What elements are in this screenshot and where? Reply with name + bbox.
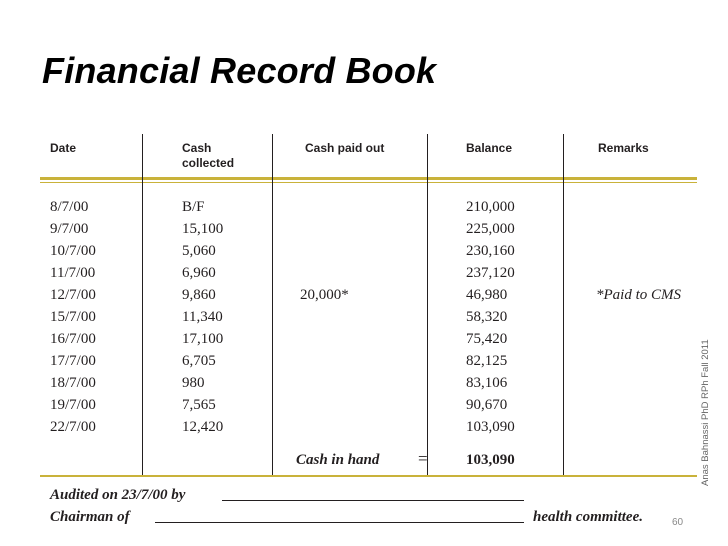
audited-on-label: Audited on 23/7/00 by [50, 487, 186, 503]
cell-balance: 210,000 [466, 199, 515, 215]
equals-sign: = [418, 449, 428, 468]
cell-balance: 237,120 [466, 265, 515, 281]
header-cash-collected: Cash collected [182, 141, 235, 170]
page-number: 60 [672, 517, 684, 528]
page-title: Financial Record Book [42, 50, 437, 91]
cell-cash-collected: 6,705 [182, 353, 216, 369]
header-rule-top [40, 177, 697, 180]
cell-date: 19/7/00 [50, 397, 96, 413]
cell-date: 10/7/00 [50, 243, 96, 259]
cell-cash-collected: 11,340 [182, 309, 223, 325]
cell-balance: 58,320 [466, 309, 508, 325]
cell-balance: 103,090 [466, 419, 515, 435]
cell-balance: 230,160 [466, 243, 515, 259]
cell-cash-collected: 6,960 [182, 265, 216, 281]
cell-date: 18/7/00 [50, 375, 96, 391]
cell-balance: 82,125 [466, 353, 508, 369]
chairman-signature-line [155, 522, 524, 523]
cell-date: 11/7/00 [50, 265, 96, 281]
cell-date: 12/7/00 [50, 287, 96, 303]
header-remarks: Remarks [598, 141, 649, 155]
cell-cash-collected: 9,860 [182, 287, 216, 303]
cell-date: 16/7/00 [50, 331, 96, 347]
cell-remarks: *Paid to CMS [596, 287, 681, 303]
cell-date: 9/7/00 [50, 221, 89, 237]
column-divider [272, 134, 273, 475]
cell-cash-collected: B/F [182, 199, 205, 215]
chairman-label: Chairman of [50, 509, 130, 525]
header-date: Date [50, 141, 77, 155]
cell-cash-paid-out: 20,000* [300, 287, 349, 303]
cell-cash-collected: 5,060 [182, 243, 216, 259]
cell-cash-collected: 17,100 [182, 331, 224, 347]
cell-balance: 75,420 [466, 331, 508, 347]
cash-in-hand-value: 103,090 [466, 452, 515, 468]
cell-cash-collected: 980 [182, 375, 205, 391]
health-committee-label: health committee. [533, 509, 643, 525]
cell-balance: 46,980 [466, 287, 508, 303]
header-cash-paid-out: Cash paid out [305, 141, 385, 155]
cell-balance: 83,106 [466, 375, 508, 391]
cell-date: 17/7/00 [50, 353, 96, 369]
column-divider [563, 134, 564, 475]
auditor-signature-line [222, 500, 524, 501]
cell-date: 8/7/00 [50, 199, 89, 215]
cell-date: 15/7/00 [50, 309, 96, 325]
author-side-text: Anas Bahnassi PhD RPh Fall 2011 [700, 339, 711, 486]
header-rule-bottom [40, 182, 697, 183]
cell-cash-collected: 12,420 [182, 419, 224, 435]
column-divider [427, 134, 428, 475]
column-divider [142, 134, 143, 475]
header-balance: Balance [466, 141, 513, 155]
footer-rule [40, 475, 697, 477]
cell-balance: 225,000 [466, 221, 515, 237]
cell-date: 22/7/00 [50, 419, 96, 435]
cell-cash-collected: 7,565 [182, 397, 216, 413]
cash-in-hand-label: Cash in hand [296, 452, 380, 468]
cell-cash-collected: 15,100 [182, 221, 224, 237]
cell-balance: 90,670 [466, 397, 508, 413]
